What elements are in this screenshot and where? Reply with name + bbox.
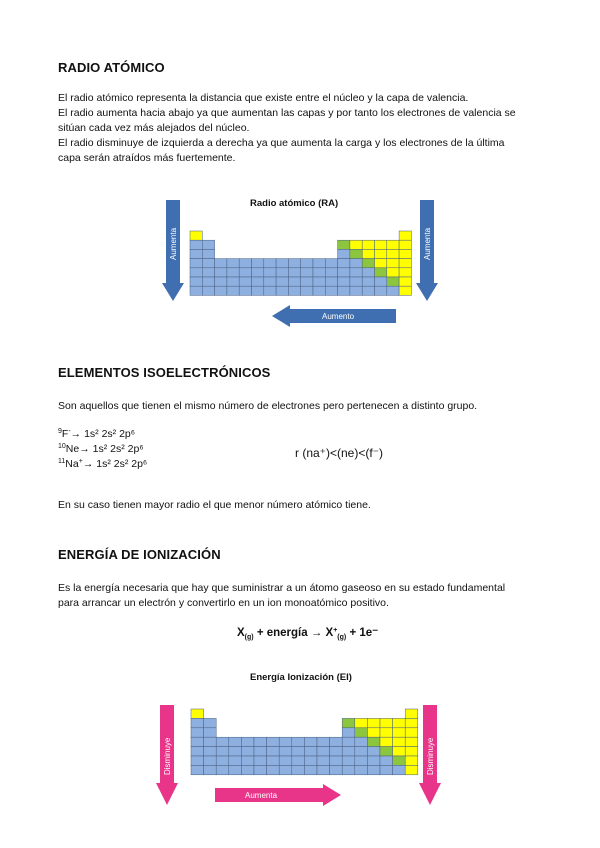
element-cell [216,765,229,774]
element-cell [405,756,418,765]
element-cell [330,737,343,746]
element-cell [399,286,411,295]
element-cell [288,277,300,286]
periodic-table-radio [190,231,411,295]
element-cell [338,268,350,277]
element-cell [375,286,387,295]
element-cell [380,765,393,774]
element-cell [375,277,387,286]
element-cell [405,737,418,746]
right-down-arrow [416,200,438,301]
element-cell [342,718,355,727]
element-cell [387,259,399,268]
element-cell [355,737,368,746]
element-cell [350,277,362,286]
element-cell [393,737,406,746]
element-cell [292,765,305,774]
element-cell [317,747,330,756]
element-cell [239,277,251,286]
element-cell [317,765,330,774]
element-cell [276,259,288,268]
element-cell [191,747,204,756]
element-cell [279,747,292,756]
figure-title-ion: Energía Ionización (EI) [250,672,352,683]
element-cell [191,718,204,727]
ion-description [58,581,558,611]
left-down-arrow [162,200,184,301]
element-cell [362,286,374,295]
element-cell [204,756,217,765]
element-cell [292,747,305,756]
element-cell [204,765,217,774]
element-cell [405,747,418,756]
element-cell [387,277,399,286]
element-cell [399,231,411,240]
element-cell [276,277,288,286]
element-cell [380,747,393,756]
element-cell [399,249,411,258]
element-cell [279,737,292,746]
element-cell [191,765,204,774]
element-cell [405,728,418,737]
element-cell [375,249,387,258]
element-cell [241,756,254,765]
radius-comparison: r (na⁺)<(ne)<(f⁻) [295,446,384,460]
element-cell [215,286,227,295]
element-cell [367,756,380,765]
left-arrow-label-pink: Disminuye [163,737,172,775]
element-cell [190,240,202,249]
element-cell [330,756,343,765]
element-cell [313,259,325,268]
element-cell [252,268,264,277]
element-cell [216,756,229,765]
bottom-left-arrow [272,305,396,327]
radio-paragraph-line: El radio aumenta hacia abajo ya que aumentan las capas y por tanto los electrones de valencia se [58,107,516,119]
element-cell [367,747,380,756]
element-cell [362,259,374,268]
radio-paragraph-line: capa serán atraídos más fuertemente. [58,152,236,164]
iso-config-list [58,427,147,472]
element-cell [204,747,217,756]
element-cell [313,277,325,286]
element-cell [393,747,406,756]
section-title-iso: ELEMENTOS ISOELECTRÓNICOS [58,365,271,380]
element-cell [330,765,343,774]
element-cell [279,765,292,774]
radio-atomico-figure [160,195,445,330]
element-cell [229,747,242,756]
element-cell [362,240,374,249]
element-cell [313,268,325,277]
element-cell [387,286,399,295]
element-cell [241,737,254,746]
element-cell [241,747,254,756]
left-down-arrow-pink [156,705,178,805]
element-cell [338,286,350,295]
element-cell [190,259,202,268]
figure-title-radio: Radio atómico (RA) [250,198,339,209]
radio-paragraph-line: El radio atómico representa la distancia que existe entre el núcleo y la capa de valencia. [58,92,469,104]
element-cell [264,286,276,295]
element-cell [338,240,350,249]
element-cell [254,747,267,756]
element-cell [301,277,313,286]
element-cell [393,756,406,765]
element-cell [239,286,251,295]
element-cell [393,765,406,774]
element-cell [239,268,251,277]
element-cell [405,709,418,718]
element-cell [288,259,300,268]
radio-paragraph-line: sitúan cada vez más alejados del núcleo. [58,122,250,134]
element-cell [375,259,387,268]
element-cell [313,286,325,295]
element-cell [267,747,280,756]
element-cell [202,259,214,268]
element-cell [380,728,393,737]
right-down-arrow-pink [419,705,441,805]
element-cell [367,718,380,727]
element-cell [301,268,313,277]
radio-paragraph-line: El radio disminuye de izquierda a derecha ya que aumenta la carga y los electrones de la última [58,137,505,149]
element-cell [375,240,387,249]
element-cell [252,286,264,295]
element-cell [267,765,280,774]
element-cell [241,765,254,774]
element-cell [325,286,337,295]
bottom-arrow-label: Aumento [322,312,355,321]
element-cell [227,286,239,295]
ion-paragraph-line: Es la energía necesaria que hay que suministrar a un átomo gaseoso en su estado fundamental [58,582,506,594]
ion-paragraph-line: para arrancar un electrón y convertirlo en un ion monoatómico positivo. [58,597,389,609]
element-cell [387,249,399,258]
element-cell [405,765,418,774]
element-cell [292,756,305,765]
element-cell [252,277,264,286]
element-cell [304,747,317,756]
element-cell [216,737,229,746]
left-arrow-label: Aumenta [169,227,178,260]
element-cell [330,747,343,756]
element-cell [393,728,406,737]
element-cell [304,756,317,765]
element-cell [191,756,204,765]
element-cell [254,737,267,746]
element-cell [350,240,362,249]
element-cell [399,277,411,286]
right-arrow-label-pink: Disminuye [426,737,435,775]
element-cell [202,268,214,277]
element-cell [190,277,202,286]
element-cell [362,249,374,258]
ionization-equation: $X_{(g)}$ + energía → $X^+_{(g)} + 1e^-$ [237,627,379,641]
element-cell [362,277,374,286]
element-cell [264,268,276,277]
element-cell [191,728,204,737]
element-cell [254,765,267,774]
element-cell [204,718,217,727]
element-cell [190,268,202,277]
right-arrow-label: Aumenta [423,227,432,260]
iso-config-row: $^{10}$Ne→ 1s² 2s² 2p⁶ [58,443,144,455]
element-cell [215,277,227,286]
element-cell [342,747,355,756]
element-cell [267,737,280,746]
element-cell [317,756,330,765]
element-cell [227,277,239,286]
element-cell [350,249,362,258]
element-cell [393,718,406,727]
element-cell [215,259,227,268]
element-cell [362,268,374,277]
element-cell [202,249,214,258]
element-cell [227,268,239,277]
element-cell [350,268,362,277]
element-cell [264,277,276,286]
element-cell [190,249,202,258]
element-cell [405,718,418,727]
element-cell [325,268,337,277]
element-cell [375,268,387,277]
element-cell [355,747,368,756]
element-cell [264,259,276,268]
element-cell [288,286,300,295]
iso-config-row: $^{11}$Na+→ 1s² 2s² 2p⁶ [58,458,148,470]
element-cell [288,268,300,277]
element-cell [350,259,362,268]
element-cell [338,277,350,286]
element-cell [387,240,399,249]
element-cell [216,747,229,756]
element-cell [355,756,368,765]
element-cell [202,240,214,249]
element-cell [367,737,380,746]
element-cell [355,718,368,727]
element-cell [325,259,337,268]
element-cell [229,737,242,746]
element-cell [254,756,267,765]
element-cell [301,286,313,295]
element-cell [229,756,242,765]
iso-definition: Son aquellos que tienen el mismo número de electrones pero pertenecen a distinto grupo. [58,400,478,412]
element-cell [350,286,362,295]
element-cell [304,765,317,774]
element-cell [367,728,380,737]
section-title-ion: ENERGÍA DE IONIZACIÓN [58,547,221,562]
element-cell [279,756,292,765]
element-cell [215,268,227,277]
element-cell [380,756,393,765]
element-cell [239,259,251,268]
element-cell [267,756,280,765]
element-cell [399,259,411,268]
element-cell [229,765,242,774]
element-cell [190,231,202,240]
element-cell [202,277,214,286]
bottom-right-arrow-pink [215,784,341,806]
element-cell [276,286,288,295]
element-cell [399,268,411,277]
element-cell [202,286,214,295]
element-cell [191,709,204,718]
element-cell [399,240,411,249]
element-cell [292,737,305,746]
element-cell [380,718,393,727]
element-cell [325,277,337,286]
element-cell [227,259,239,268]
element-cell [204,728,217,737]
periodic-table-ion [191,709,418,775]
element-cell [191,737,204,746]
element-cell [355,728,368,737]
element-cell [387,268,399,277]
element-cell [252,259,264,268]
bottom-arrow-label-pink: Aumenta [245,791,278,800]
element-cell [276,268,288,277]
energia-ionizacion-figure [155,695,445,810]
element-cell [304,737,317,746]
radio-description [58,91,558,166]
element-cell [380,737,393,746]
element-cell [342,765,355,774]
element-cell [342,756,355,765]
element-cell [355,765,368,774]
iso-note: En su caso tienen mayor radio el que menor número atómico tiene. [58,499,371,511]
element-cell [190,286,202,295]
section-title-radio: RADIO ATÓMICO [58,60,165,75]
element-cell [204,737,217,746]
element-cell [338,249,350,258]
element-cell [342,728,355,737]
element-cell [338,259,350,268]
element-cell [367,765,380,774]
element-cell [301,259,313,268]
element-cell [342,737,355,746]
iso-config-row: $^9$F-→ 1s² 2s² 2p⁶ [58,428,136,440]
element-cell [317,737,330,746]
